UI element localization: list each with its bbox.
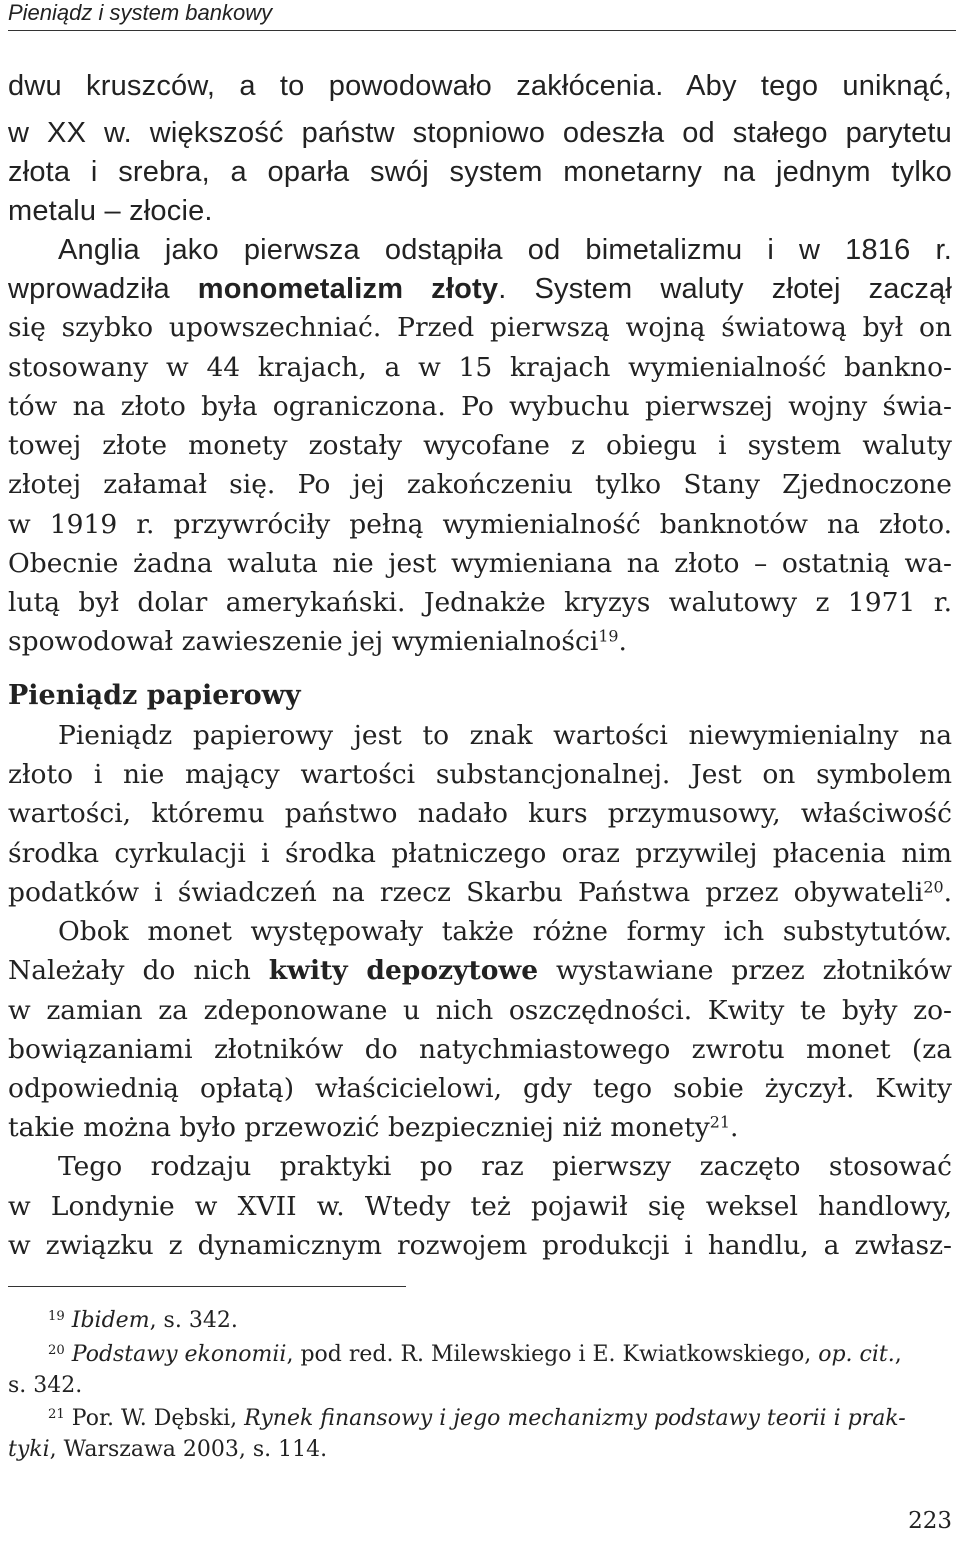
emphasis-term: kwity depozytowe: [268, 955, 539, 986]
text-line: dwu kruszców, a to powodowało zakłócenia. Aby tego uniknąć,: [8, 70, 952, 102]
text-line: podatków i świadczeń na rzecz Skarbu Państwa przez obywateli$^{20}$.: [8, 877, 952, 908]
text-line: w 1919 r. przywróciły pełną wymienialność banknotów na złoto.: [8, 509, 952, 540]
text-line: lutą był dolar amerykański. Jednakże kryzys walutowy z 1971 r.: [8, 587, 952, 618]
text-line: wartości, któremu państwo nadało kurs przymusowy, właściwość: [8, 798, 952, 829]
text-line: stosowany w 44 krajach, a w 15 krajach wymienialność bankno-: [8, 352, 952, 383]
footnote-21-cont: tyki, Warszawa 2003, s. 114.: [8, 1437, 328, 1462]
text-line: bowiązaniami złotników do natychmiastowego zwrotu monet (za: [8, 1034, 952, 1065]
text-line: tów na złoto była ograniczona. Po wybuchu pierwszej wojny świa-: [8, 391, 952, 422]
footnote-20: $^{20}$ Podstawy ekonomii, pod red. R. Milewskiego i E. Kwiatkowskiego, op. cit.,: [48, 1342, 902, 1367]
text-line: w Londynie w XVII w. Wtedy też pojawił się weksel handlowy,: [8, 1191, 952, 1222]
running-header: [8, 0, 956, 31]
text-line: w zamian za zdeponowane u nich oszczędności. Kwity te były zo-: [8, 995, 952, 1026]
text-line: takie można było przewozić bezpieczniej niż monety$^{21}$.: [8, 1112, 739, 1143]
text-line: metalu – złocie.: [8, 195, 213, 227]
text-line: Obecnie żadna waluta nie jest wymieniana na złoto – ostatnią wa-: [8, 548, 952, 579]
text-line: złotej załamał się. Po jej zakończeniu tylko Stany Zjednoczone: [8, 469, 952, 500]
text-line: spowodował zawieszenie jej wymienialności$^{19}$.: [8, 626, 627, 657]
footnote-20-cont: s. 342.: [8, 1373, 83, 1398]
text-line: Anglia jako pierwsza odstąpiła od bimetalizmu i w 1816 r.: [58, 234, 952, 266]
text-line: odpowiednią opłatą) właścicielowi, gdy tego sobie życzył. Kwity: [8, 1073, 952, 1104]
text-line: środka cyrkulacji i środka płatniczego oraz przywilej płacenia nim: [8, 838, 952, 869]
text-line: wprowadziła monometalizm złoty. System waluty złotej zaczął: [8, 273, 953, 305]
text-line: w XX w. większość państw stopniowo odeszła od stałego parytetu: [8, 117, 952, 149]
footnote-21: $^{21}$ Por. W. Dębski, Rynek finansowy i jego mechanizmy podstawy teorii i prak-: [48, 1406, 906, 1431]
footnote-19: $^{19}$ Ibidem, s. 342.: [48, 1308, 238, 1333]
text-line: towej złote monety zostały wycofane z obiegu i system waluty: [8, 430, 952, 461]
footnote-ref: 21: [709, 1112, 730, 1132]
text-line: Pieniądz papierowy jest to znak wartości niewymienialny na: [58, 720, 952, 751]
text-line: w związku z dynamicznym rozwojem produkcji i handlu, a zwłasz-: [8, 1230, 952, 1261]
footnote-ref: 19: [598, 626, 619, 646]
text-line: Tego rodzaju praktyki po raz pierwszy zaczęto stosować: [58, 1151, 952, 1182]
page-number: 223: [908, 1508, 952, 1534]
emphasis-term: monometalizm złoty: [197, 273, 499, 305]
running-header-title: Pieniądz i system bankowy: [8, 0, 273, 25]
text-line: Należały do nich kwity depozytowe wystawiane przez złotników: [8, 955, 953, 986]
footnote-divider: [8, 1286, 406, 1287]
section-heading: Pieniądz papierowy: [8, 680, 301, 711]
text-line: złota i srebra, a oparła swój system monetarny na jednym tylko: [8, 156, 952, 188]
footnote-ref: 20: [923, 877, 944, 897]
text-line: złoto i nie mający wartości substancjonalnej. Jest on symbolem: [8, 759, 952, 790]
text-line: się szybko upowszechniać. Przed pierwszą wojną światową był on: [8, 312, 952, 343]
text-line: Obok monet występowały także różne formy ich substytutów.: [58, 916, 952, 947]
